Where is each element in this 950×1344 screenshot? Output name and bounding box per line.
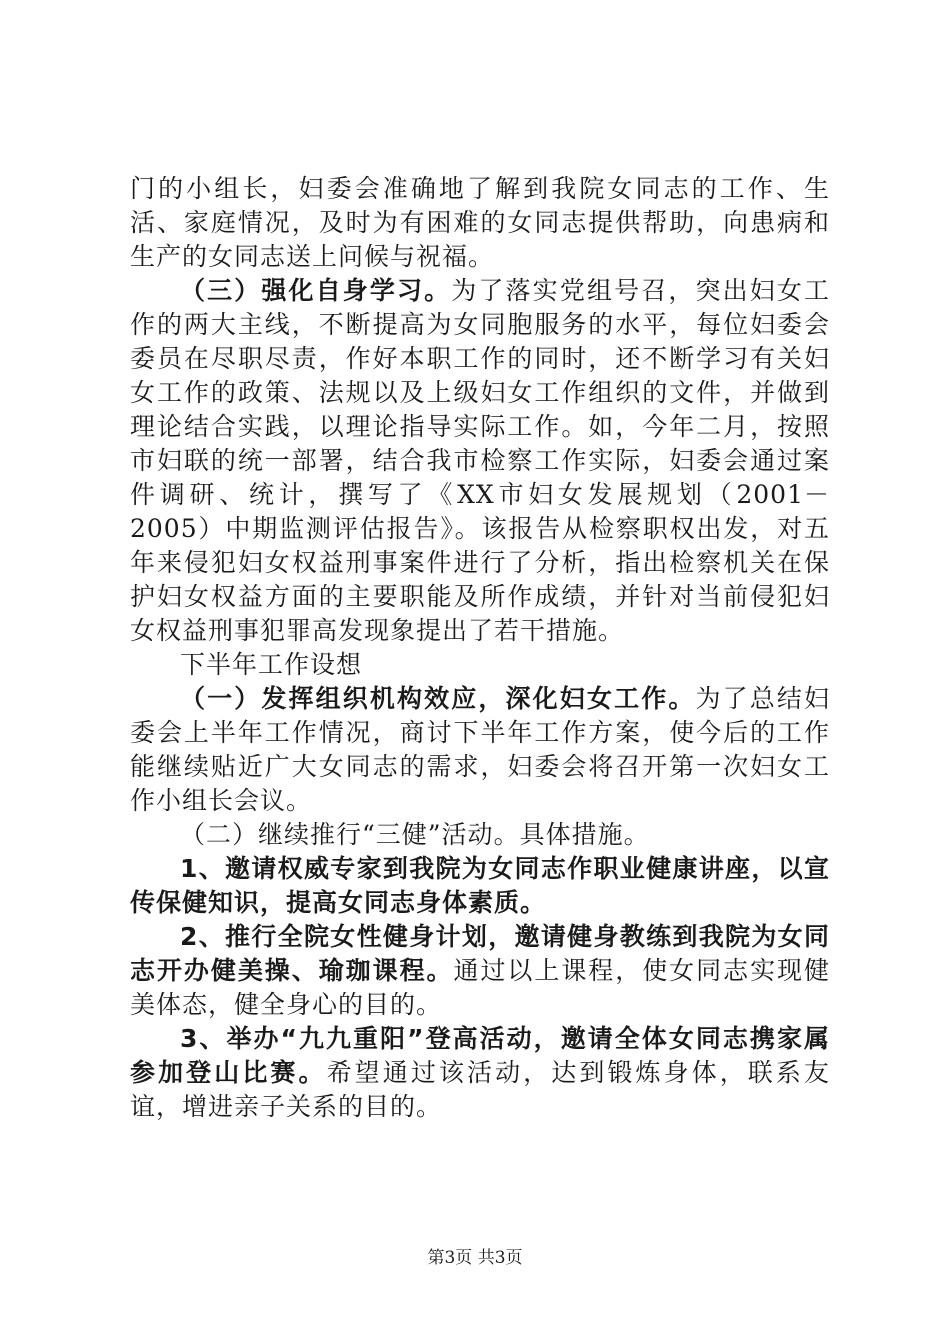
list-item-heading: 1、邀请权威专家到我院为女同志作职业健康讲座，以宣传保健知识，提高女同志身体素质。 (130, 854, 830, 917)
paragraph-text: 为了落实党组号召，突出妇女工作的两大主线，不断提高为女同胞服务的水平，每位妇委会委员在尽职尽责，作好本职工作的同时，还不断学习有关妇女工作的政策、法规以及上级妇女工作组织的文件，并做到理论结合实践，以理论指导实际工作。如，今年二月，按照市妇联的统一部署，结合我市检察工作实际，妇委会通过案件调研、统计，撰写了《XX市妇女发展规划（2001－2005）中期监测评估报告》。该报告从检察职权出发，对五年来侵犯妇女权益刑事案件进行了分析，指出检察机关在保护妇女权益方面的主要职能及所作成绩，并针对当前侵犯妇女权益刑事犯罪高发现象提出了若干措施。 (130, 276, 830, 645)
paragraph-text: 门的小组长，妇委会准确地了解到我院女同志的工作、生活、家庭情况，及时为有困难的女同志提供帮助，向患病和生产的女同志送上问候与祝福。 (130, 174, 830, 271)
paragraph-study (130, 274, 830, 648)
list-item (130, 1022, 830, 1124)
list-item-text: 通过以上课程，使女同志实现健美体态，健全身心的目的。 (130, 956, 830, 1019)
list-item-heading: 2、推行全院女性健身计划，邀请健身教练到我院为女同志开办健美操、瑜珈课程。 (130, 922, 830, 985)
paragraph-heading: （一）发挥组织机构效应，深化妇女工作。 (180, 684, 696, 713)
section-title-text: 下半年工作设想 (180, 650, 363, 679)
paragraph-organization (130, 682, 830, 818)
list-item (130, 920, 830, 1022)
paragraph-text: 具体措施。 (519, 820, 650, 849)
document-body (130, 172, 830, 1124)
paragraph-continuation (130, 172, 830, 274)
list-item (130, 852, 830, 920)
paragraph-heading: （二）继续推行“三健”活动。 (180, 820, 520, 849)
list-item-heading: 3、举办“九九重阳”登高活动，邀请全体女同志携家属参加登山比赛。 (130, 1024, 830, 1087)
section-title (130, 648, 830, 682)
paragraph-text: 为了总结妇委会上半年工作情况，商讨下半年工作方案，使今后的工作能继续贴近广大女同志的需求，妇委会将召开第一次妇女工作小组长会议。 (130, 684, 830, 815)
list-item-text: 希望通过该活动，达到锻炼身体，联系友谊，增进亲子关系的目的。 (130, 1058, 830, 1121)
page-footer (0, 1243, 950, 1268)
paragraph-heading: （三）强化自身学习。 (180, 276, 452, 305)
page-number: 第3页 共3页 (427, 1248, 523, 1268)
paragraph-three-health (130, 818, 830, 852)
